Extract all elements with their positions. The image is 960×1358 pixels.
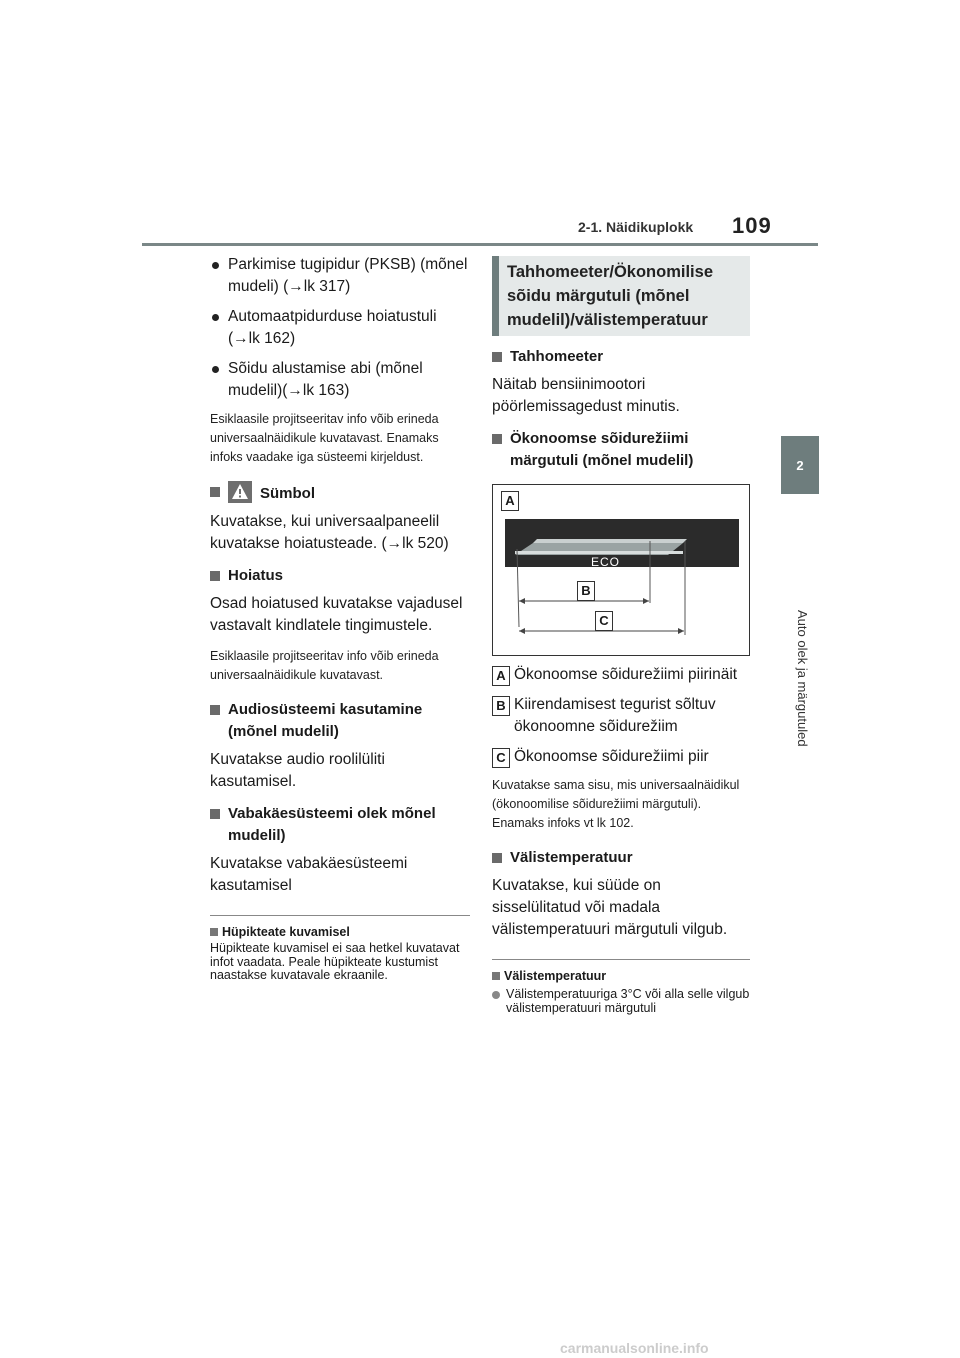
popup-note-text: Hüpikteate kuvamisel ei saa hetkel kuvatavat infot vaadata. Peale hüpikteate kustumist naastakse kuvatavale ekraanile. bbox=[210, 941, 460, 982]
left-column bbox=[210, 254, 470, 983]
legend-item bbox=[492, 746, 750, 768]
temp-heading bbox=[492, 847, 750, 869]
symbol-heading-label: Sümbol bbox=[260, 485, 315, 502]
handsfree-heading bbox=[210, 803, 470, 847]
legend-text: Kiirendamisest tegurist sõltuv ökonoomne sõidurežiim bbox=[514, 696, 716, 735]
symbol-heading bbox=[210, 481, 470, 505]
eco-heading-label: Ökonoomse sõidurežiimi märgutuli (mõnel mudelil) bbox=[510, 430, 694, 469]
section-heading: Tahhomeeter/Ökonomilise sõidu märgutuli (mõnel mudelil)/välistemperatuur bbox=[492, 256, 750, 336]
handsfree-heading-label: Vabakäesüsteemi olek mõnel mudelil) bbox=[228, 805, 436, 844]
legend-text: Ökonoomse sõidurežiimi piir bbox=[514, 748, 709, 765]
chapter-tab[interactable]: 2 bbox=[781, 436, 819, 494]
temp-note-item: Välistemperatuuriga 3°C või alla selle vilgub välistemperatuuri märgutuli bbox=[492, 988, 750, 1015]
legend-key: A bbox=[492, 666, 510, 686]
warning-text: Osad hoiatused kuvatakse vajadusel vastavalt kindlatele tingimustele. bbox=[210, 595, 463, 634]
square-bullet-icon bbox=[492, 352, 502, 362]
square-bullet-icon bbox=[492, 434, 502, 444]
eco-text: ECO bbox=[591, 555, 621, 569]
diagram-label-b: B bbox=[577, 581, 595, 601]
symbol-text: Kuvatakse, kui universaalpaneelil kuvatakse hoiatusteade. (→lk 520) bbox=[210, 513, 449, 552]
square-bullet-icon bbox=[492, 853, 502, 863]
legend-key: B bbox=[492, 696, 510, 716]
square-bullet-icon bbox=[210, 487, 220, 497]
warning-heading-label: Hoiatus bbox=[228, 567, 284, 584]
temp-heading-label: Välistemperatuur bbox=[510, 849, 633, 866]
warning-triangle-icon bbox=[228, 481, 252, 503]
bullet-item: Sõidu alustamise abi (mõnel mudelil)(→lk 163) bbox=[210, 358, 470, 402]
popup-note-heading bbox=[210, 924, 470, 940]
diagram-label-c: C bbox=[595, 611, 613, 631]
square-bullet-icon bbox=[210, 809, 220, 819]
tacho-heading bbox=[492, 346, 750, 368]
temp-note-heading-label: Välistemperatuur bbox=[504, 969, 607, 983]
square-bullet-icon bbox=[210, 705, 220, 715]
temp-note-heading bbox=[492, 968, 750, 984]
warning-heading bbox=[210, 565, 470, 587]
legend-key: C bbox=[492, 748, 510, 768]
square-bullet-icon bbox=[492, 972, 500, 980]
legend-item bbox=[492, 664, 750, 686]
section-title: 2-1. Näidikuplokk bbox=[578, 219, 694, 235]
right-column bbox=[492, 256, 750, 1015]
temp-text: Kuvatakse, kui süüde on sisselülitatud või madala välistemperatuuri märgutuli vilgub. bbox=[492, 877, 728, 938]
chapter-title: Auto olek ja märgutuled bbox=[795, 610, 810, 747]
bullet-item: Parkimise tugipidur (PKSB) (mõnel mudeli) (→lk 317) bbox=[210, 254, 470, 298]
header-divider bbox=[142, 243, 818, 246]
tacho-text: Näitab bensiinimootori pöörlemissagedust minutis. bbox=[492, 376, 680, 415]
note-divider bbox=[492, 959, 750, 960]
eco-indicator-diagram bbox=[492, 484, 750, 656]
audio-heading bbox=[210, 699, 470, 743]
bullet-item: Automaatpidurduse hoiatustuli (→lk 162) bbox=[210, 306, 470, 350]
legend-item bbox=[492, 694, 750, 738]
watermark: carmanualsonline.info bbox=[560, 1340, 709, 1356]
eco-note: Kuvatakse sama sisu, mis universaalnäidikul (ökonoomilise sõidurežiimi märgutuli). Enamaks infoks vt lk 102. bbox=[492, 778, 740, 830]
page-number: 109 bbox=[732, 213, 772, 238]
note-divider bbox=[210, 915, 470, 916]
eco-bar-graphic bbox=[493, 485, 749, 655]
handsfree-text: Kuvatakse vabakäesüsteemi kasutamisel bbox=[210, 855, 408, 894]
eco-heading bbox=[492, 428, 750, 472]
audio-heading-label: Audiosüsteemi kasutamine (mõnel mudelil) bbox=[228, 701, 423, 740]
audio-text: Kuvatakse audio roolilüliti kasutamisel. bbox=[210, 751, 385, 790]
square-bullet-icon bbox=[210, 928, 218, 936]
legend-text: Ökonoomse sõidurežiimi piirinäit bbox=[514, 666, 738, 683]
diagram-label-a: A bbox=[501, 491, 519, 511]
info-note: Esiklaasile projitseeritav info võib erineda universaalnäidikule kuvatavast. bbox=[210, 649, 439, 682]
popup-note-heading-label: Hüpikteate kuvamisel bbox=[222, 925, 350, 939]
tacho-heading-label: Tahhomeeter bbox=[510, 348, 604, 365]
info-note: Esiklaasile projitseeritav info võib erineda universaalnäidikule kuvatavast. Enamaks infoks vaadake iga süsteemi kirjeldust. bbox=[210, 412, 439, 464]
square-bullet-icon bbox=[210, 571, 220, 581]
